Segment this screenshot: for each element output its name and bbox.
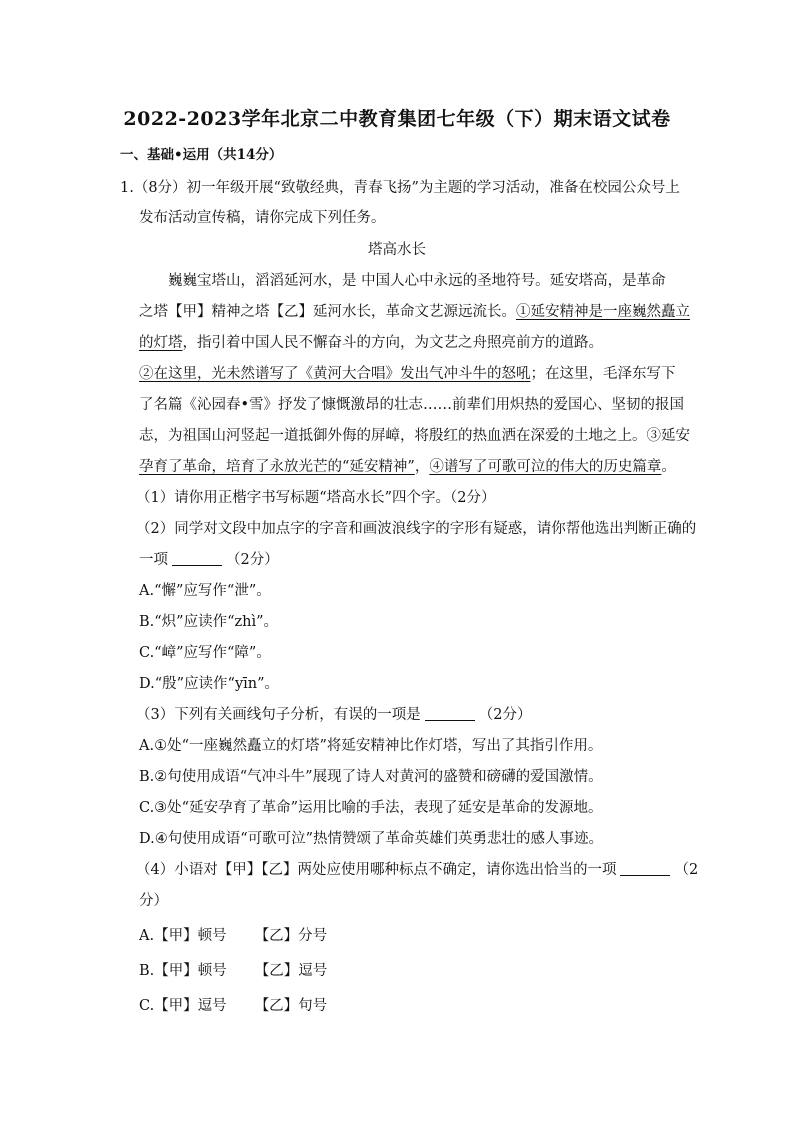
option-b-value: 【乙】逗号 bbox=[254, 963, 328, 979]
answer-blank-2[interactable] bbox=[172, 551, 222, 566]
subq-2-score: （2分） bbox=[226, 552, 279, 568]
subq-4-score: （2 bbox=[674, 862, 699, 878]
subq-2-option-c: C.“嶂”应写作“障”。 bbox=[139, 645, 271, 661]
subq-3-option-c: C.③处“延安孕育了革命”运用比喻的手法，表现了延安是革命的发源地。 bbox=[139, 800, 603, 816]
subq-2-option-d: D.“殷”应读作“yīn”。 bbox=[139, 676, 280, 692]
article-line-3 bbox=[139, 333, 603, 353]
period: 。 bbox=[661, 459, 676, 475]
article-title: 塔高水长 bbox=[368, 242, 426, 258]
underlined-sentence-3: 孕育了革命，培育了永放光芒的“延安精神” bbox=[139, 459, 415, 475]
option-a-key: A.【甲】顿号 bbox=[139, 928, 227, 944]
subq-2-label: 一项 bbox=[139, 552, 168, 568]
exam-title: 2022-2023学年北京二中教育集团七年级（下）期末语文试卷 bbox=[123, 108, 671, 130]
subq-3 bbox=[136, 705, 531, 725]
article-line-4b: ；在这里，毛泽东写下 bbox=[530, 366, 676, 382]
subq-4-line2: 分） bbox=[139, 893, 168, 909]
option-c-value: 【乙】句号 bbox=[254, 998, 328, 1014]
article-line-2 bbox=[139, 302, 690, 322]
subq-3-option-b: B.②句使用成语“气冲斗牛”展现了诗人对黄河的盛赞和磅礴的爱国激情。 bbox=[139, 769, 603, 785]
underlined-sentence-2: ②在这里，光未然谱写了《黄河大合唱》发出气冲斗牛的怒吼 bbox=[139, 366, 531, 382]
article-line-5: 了名篇《沁园春•雪》抒发了慷慨激昂的壮志……前辈们用炽热的爱国心、坚韧的报国 bbox=[139, 397, 685, 413]
option-a-value: 【乙】分号 bbox=[254, 928, 328, 944]
article-line-6: 志，为祖国山河竖起一道抵御外侮的屏嶂，将殷红的热血洒在深爱的土地之上。③延安 bbox=[139, 428, 690, 444]
section-heading: 一、基础•运用（共14分） bbox=[120, 147, 283, 163]
subq-2-option-b: B.“炽”应读作“zhì”。 bbox=[139, 614, 279, 630]
comma: ， bbox=[414, 459, 430, 475]
subq-3-option-a: A.①处“一座巍然矗立的灯塔”将延安精神比作灯塔，写出了其指引作用。 bbox=[139, 738, 603, 754]
subq-4-option-a bbox=[139, 926, 327, 946]
subq-2-line2 bbox=[139, 550, 279, 570]
q1-intro-line2: 发布活动宣传稿，请你完成下列任务。 bbox=[139, 210, 386, 226]
article-line-3b: ，指引着中国人民不懈奋斗的方向，为文艺之舟照亮前方的道路。 bbox=[182, 335, 603, 351]
underlined-sentence-4: ④谱写了可歌可泣的伟大的历史篇章 bbox=[429, 459, 662, 475]
underlined-sentence-1a: ①延安精神是一座巍然矗立 bbox=[516, 304, 690, 320]
answer-blank-3[interactable] bbox=[425, 706, 475, 721]
subq-4-option-b bbox=[139, 961, 327, 981]
article-line-1: 巍巍宝塔山，滔滔延河水，是 中国人心中永远的圣地符号。延安塔高，是革命 bbox=[168, 273, 666, 289]
option-b-key: B.【甲】顿号 bbox=[139, 963, 227, 979]
subq-4-option-c bbox=[139, 996, 327, 1016]
subq-2-line1: （2）同学对文段中加点字的字音和画波浪线字的字形有疑惑，请你帮他选出判断正确的 bbox=[136, 521, 697, 537]
article-line-2a: 之塔【甲】精神之塔【乙】延河水长，革命文艺源远流长。 bbox=[139, 304, 516, 320]
subq-4-line1 bbox=[136, 860, 698, 880]
q1-intro-line1: 1.（8分）初一年级开展“致敬经典，青春飞扬”为主题的学习活动，准备在校园公众号上 bbox=[120, 180, 680, 196]
answer-blank-4[interactable] bbox=[620, 861, 670, 876]
subq-3-text: （3）下列有关画线句子分析，有误的一项是 bbox=[136, 707, 421, 723]
subq-1: （1）请你用正楷字书写标题“塔高水长”四个字。（2分） bbox=[136, 490, 496, 506]
article-line-7 bbox=[139, 457, 676, 477]
subq-2-option-a: A.“懈”应写作“泄”。 bbox=[139, 583, 271, 599]
subq-3-score: （2分） bbox=[478, 707, 532, 723]
subq-4-text: （4）小语对【甲】【乙】两处应使用哪种标点不确定，请你选出恰当的一项 bbox=[136, 862, 617, 878]
option-c-key: C.【甲】逗号 bbox=[139, 998, 227, 1014]
article-line-4 bbox=[139, 364, 676, 384]
underlined-sentence-1b: 的灯塔 bbox=[139, 335, 183, 351]
subq-3-option-d: D.④句使用成语“可歌可泣”热情赞颂了革命英雄们英勇悲壮的感人事迹。 bbox=[139, 831, 604, 847]
